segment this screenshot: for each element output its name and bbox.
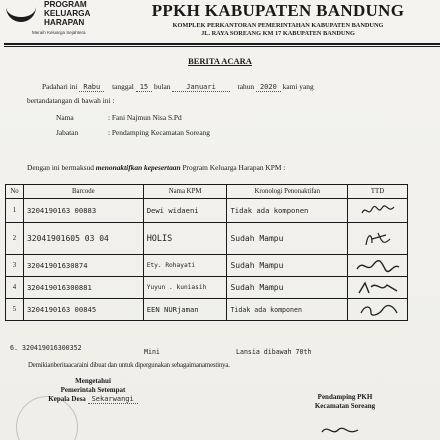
opening-line	[42, 82, 314, 91]
logo-line: KELUARGA	[44, 9, 91, 18]
header-ttd: TTD	[348, 185, 408, 199]
extra-entry-nama: Mini	[144, 348, 160, 356]
intent-prefix: Dengan ini bermaksud	[27, 163, 94, 172]
row-no: 4	[6, 277, 24, 299]
year-label: tahun	[237, 82, 255, 91]
sig-left-line3	[28, 395, 158, 404]
header-nama: Nama KPM	[143, 185, 227, 199]
intent-suffix: Program Keluarga Harapan KPM :	[182, 163, 286, 172]
identity-role-label: Jabatan	[56, 128, 79, 137]
table-row	[6, 199, 408, 223]
header-divider-thin	[4, 46, 440, 47]
date-field: 15	[136, 83, 152, 92]
sig-right-line2: Kecamatan Soreang	[314, 402, 376, 410]
table-row	[6, 255, 408, 277]
row-barcode: 320419016300881	[23, 277, 143, 299]
sig-left-line1: Mengetahui	[75, 377, 111, 385]
sig-left-line2: Pemerintah Setempat	[60, 386, 126, 394]
table-row	[6, 299, 408, 321]
logo-line: PROGRAM	[44, 0, 87, 9]
table-header-row	[6, 185, 408, 199]
logo-tagline: Meraih Keluarga Sejahtera	[32, 30, 86, 35]
extra-entry-barcode: 320419016300352	[22, 344, 82, 352]
row-kronologi: Sudah Mampu	[227, 277, 348, 299]
opening-prefix: Padahari ini	[42, 82, 78, 91]
row-no: 5	[6, 299, 24, 321]
village-field: Sekarwangi	[88, 395, 138, 404]
row-signature-icon	[348, 199, 408, 223]
identity-role-value: : Pendamping Kecamatan Soreang	[108, 128, 211, 137]
document-title: BERITA ACARA	[188, 56, 252, 66]
closing-statement: Demikianberitaacaraini dibuat dan untuk dipergunakan sebagaimanamestinya.	[28, 362, 230, 369]
row-signature-icon	[348, 255, 408, 277]
row-nama: Dewi widaeni	[143, 199, 227, 223]
extra-entry-kronologi: Lansia dibawah 70th	[236, 348, 312, 356]
signature-left	[28, 377, 158, 404]
identity-name-label: Nama	[56, 113, 74, 122]
pkh-logo-icon	[6, 0, 36, 22]
row-nama: EEN NURjaman	[143, 299, 227, 321]
row-barcode: 32041901605 03 04	[23, 223, 143, 255]
row-nama: Yuyun . kuniasih	[143, 277, 227, 299]
table-row	[6, 277, 408, 299]
org-address	[128, 22, 428, 38]
table-row	[6, 223, 408, 255]
header-divider	[4, 43, 440, 45]
signature-right	[290, 393, 400, 411]
sig-left-title: Kepala Desa	[48, 395, 86, 403]
identity-name-value: : Fani Najmun Nisa S.Pd	[108, 113, 182, 122]
row-kronologi: Tidak ada komponen	[227, 199, 348, 223]
date-label: tanggal	[112, 82, 134, 91]
month-field: Januari	[172, 83, 230, 92]
header-kronologi: Kronologi Penonaktifan	[227, 185, 348, 199]
month-label: bulan	[154, 82, 171, 91]
intent-emphasis: menonaktifkan kepesertaan	[95, 163, 181, 172]
row-signature-icon	[348, 277, 408, 299]
kpm-table	[5, 184, 408, 321]
opening-suffix: kami yang	[282, 82, 314, 91]
org-title: PPKH KABUPATEN BANDUNG	[151, 1, 405, 20]
row-barcode: 32041901630874	[23, 255, 143, 277]
logo-line: HARAPAN	[44, 18, 85, 27]
opening-line-2: bertandatangan di bawah ini :	[27, 96, 115, 105]
row-signature-icon	[348, 299, 408, 321]
intent-line	[27, 163, 285, 172]
day-field: Rabu	[79, 83, 104, 92]
extra-entry-no: 6.	[10, 344, 18, 352]
logo-text	[44, 0, 124, 27]
row-no: 2	[6, 223, 24, 255]
address-line: JL. RAYA SOREANG KM 17 KABUPATEN BANDUNG	[201, 30, 355, 37]
header-no: No	[6, 185, 24, 199]
row-kronologi: Sudah Mampu	[227, 255, 348, 277]
row-no: 3	[6, 255, 24, 277]
row-nama: Ety. Rohayati	[143, 255, 227, 277]
row-signature-icon	[348, 223, 408, 255]
row-barcode: 3204190163 00845	[23, 299, 143, 321]
year-field: 2020	[256, 83, 281, 92]
header-barcode: Barcode	[23, 185, 143, 199]
row-kronologi: Sudah Mampu	[227, 223, 348, 255]
address-line: KOMPLEK PERKANTORAN PEMERINTAHAN KABUPATEN BANDUNG	[172, 22, 384, 29]
row-barcode: 3204190163 00883	[23, 199, 143, 223]
pendamping-signature-icon	[318, 424, 362, 438]
sig-right-line1: Pendamping PKH	[317, 393, 373, 401]
row-kronologi: Tidak ada komponen	[227, 299, 348, 321]
row-no: 1	[6, 199, 24, 223]
row-nama: HOLIS	[143, 223, 227, 255]
